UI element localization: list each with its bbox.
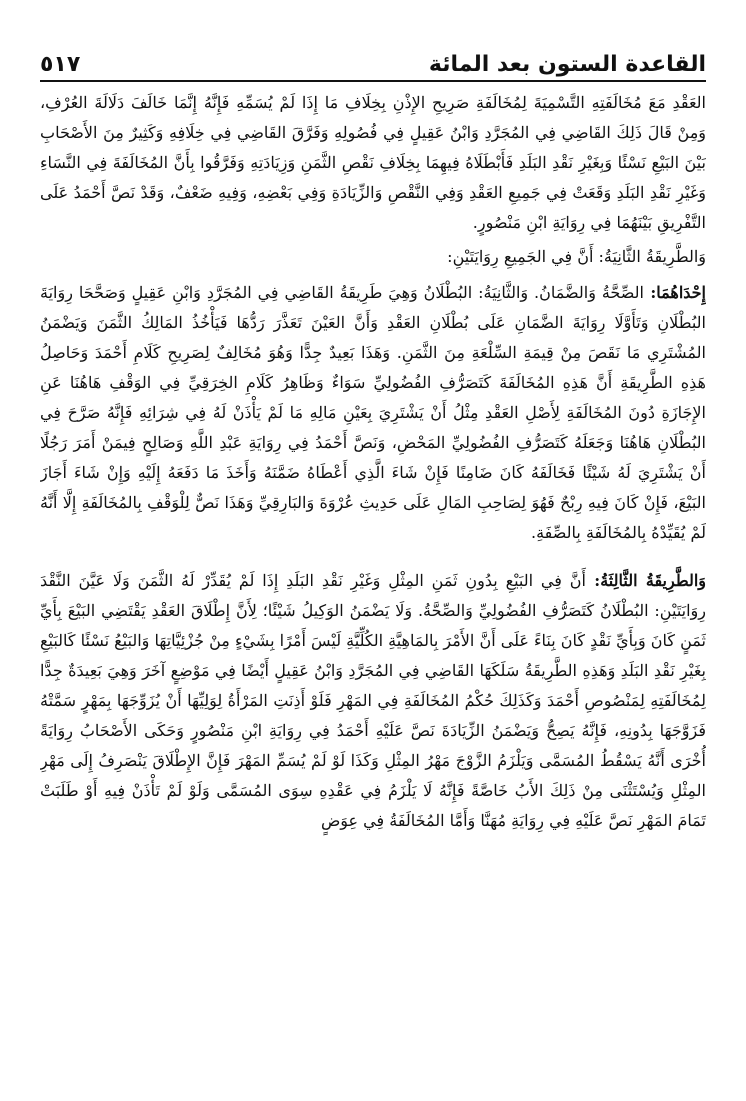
paragraph-3 <box>40 278 706 548</box>
header-divider <box>40 80 706 82</box>
paragraph-3-lead: إِحْدَاهُمَا: <box>643 283 706 302</box>
paragraph-4 <box>40 566 706 836</box>
chapter-title: القاعدة الستون بعد المائة <box>428 51 706 77</box>
paragraph-2-text: وَالطَّرِيقَةُ الثَّانِيَةُ: أَنَّ فِي الجَمِيعِ رِوَايَتَيْنِ: <box>447 247 706 266</box>
paragraph-4-lead: وَالطَّرِيقَةُ الثَّالِثَةُ: <box>585 571 706 590</box>
paragraph-1 <box>40 88 706 238</box>
page-body <box>40 88 706 1071</box>
paragraph-2 <box>40 242 706 272</box>
paragraph-1-text: العَقْدِ مَعَ مُخَالَفَتِهِ التَّسْمِيَةَ لِمُخَالَفَةِ صَرِيحِ الإِذْنِ بِخِلَافِ مَا إِذَا لَمْ يُسَمِّهِ فَإِنَّهُ إِنَّمَا خَالَفَ دَلَالَةَ العُرْفِ، وَمِنْ قَالَ ذَلِكَ القَاضِي فِي المُجَرَّدِ وَابْنُ عَقِيلٍ فِي فُصُولِهِ وَفَرَّقَ القَاضِي فِي خِلَافِهِ وَكَثِيرٌ مِنَ الأَصْحَابِ بَيْنَ البَيْعِ نَسْئًا وَبِغَيْرِ نَقْدِ البَلَدِ فَأَبْطَلَاهُ فِيهِمَا بِخِلَافِ نَقْصِ الثَّمَنِ وَزِيَادَتِهِ وَفَرَّقُوا بِأَنَّ المُخَالَفَةَ فِي النَّسَاءِ وَغَيْرِ نَقْدِ البَلَدِ وَقَعَتْ فِي جَمِيعِ العَقْدِ وَفِي النَّقْصِ وَالزِّيَادَةِ وَفِي بَعْضِهِ، وَفِيهِ ضَعْفٌ، وَقَدْ نَصَّ أَحْمَدُ عَلَى التَّفْرِيقِ بَيْنَهُمَا فِي رِوَايَةِ ابْنِ مَنْصُورٍ. <box>40 93 706 232</box>
paragraph-4-text: أَنَّ فِي البَيْعِ بِدُونِ ثَمَنِ المِثْلِ وَغَيْرِ نَقْدِ البَلَدِ إِذَا لَمْ يُقَدِّرْ لَهُ الثَّمَنَ وَلَا عَيَّنَ النَّقْدَ رِوَايَتَيْنِ: البُطْلَانُ كَتَصَرُّفِ الفُضُولِيِّ وَالصِّحَّةُ. وَلَا يَضْمَنُ الوَكِيلُ شَيْئًا؛ لِأَنَّ إِطْلَاقَ العَقْدِ يَقْتَضِي البَيْعَ بِأَيِّ ثَمَنٍ كَانَ وَبِأَيِّ نَقْدٍ كَانَ بِنَاءً عَلَى أَنَّ الأَمْرَ بِالمَاهِيَّةِ الكُلِّيَّةِ لَيْسَ أَمْرًا بِشَيْءٍ مِنْ جُزْئِيَّاتِهَا وَالبَيْعُ نَسْئًا كَالبَيْعِ بِغَيْرِ نَقْدِ البَلَدِ وَهَذِهِ الطَّرِيقَةُ سَلَكَهَا القَاضِي فِي المُجَرَّدِ وَابْنُ عَقِيلٍ أَيْضًا فِي مَوْضِعٍ آخَرَ وَهِيَ بَعِيدَةٌ جِدًّا لِمُخَالَفَتِهِ لِمَنْصُوصِ أَحْمَدَ وَكَذَلِكَ حُكْمُ المُخَالَفَةِ فِي المَهْرِ فَلَوْ أَذِنَتِ المَرْأَةُ لِوَلِيِّهَا أَنْ يُزَوِّجَهَا بِمَهْرٍ سَمَّتْهُ فَزَوَّجَهَا بِدُونِهِ، فَإِنَّهُ يَصِحُّ وَيَضْمَنُ الزِّيَادَةَ نَصَّ عَلَيْهِ أَحْمَدُ فِي رِوَايَةِ ابْنِ مَنْصُورٍ وَحَكَى الأَصْحَابُ رِوَايَةً أُخْرَى أَنَّهُ يَسْقُطُ المُسَمَّى وَيَلْزَمُ الزَّوْجَ مَهْرُ المِثْلِ وَكَذَا لَوْ لَمْ يُسَمِّ المَهْرَ فَإِنَّ الإِطْلَاقَ يَنْصَرِفُ إِلَى مَهْرِ المِثْلِ وَيُسْتَثْنَى مِنْ ذَلِكَ الأَبُ خَاصَّةً فَإِنَّهُ لَا يَلْزَمُ فِي عَقْدِهِ سِوَى المُسَمَّى وَلَوْ لَمْ تَأْذَنْ فِيهِ أَوْ طَلَبَتْ تَمَامَ المَهْرِ نَصَّ عَلَيْهِ فِي رِوَايَةِ مُهَنَّا وَأَمَّا المُخَالَفَةُ فِي عِوَضٍ <box>40 571 706 830</box>
paragraph-gap <box>40 554 706 560</box>
page-number: ٥١٧ <box>40 51 81 77</box>
running-head <box>40 38 706 78</box>
paragraph-3-text: الصِّحَّةُ وَالضَّمَانُ. وَالثَّانِيَةُ: البُطْلَانُ وَهِيَ طَرِيقَةُ القَاضِي فِي المُجَرَّدِ وَابْنِ عَقِيلٍ وَصَحَّحَا رِوَايَةَ البُطْلَانِ وَتَأَوَّلَا رِوَايَةَ الضَّمَانِ عَلَى بُطْلَانِ العَقْدِ وَأَنَّ العَيْنَ تَعَذَّرَ رَدُّهَا فَيَأْخُذُ المَالِكُ الثَّمَنَ وَيَضْمَنُ المُشْتَرِي مَا نَقَصَ مِنْ قِيمَةِ السِّلْعَةِ مِنَ الثَّمَنِ. وَهَذَا بَعِيدٌ جِدًّا وَهُوَ مُخَالِفٌ لِصَرِيحِ كَلَامِ أَحْمَدَ وَحَاصِلُ هَذِهِ الطَّرِيقَةِ أَنَّ هَذِهِ المُخَالَفَةَ كَتَصَرُّفِ الفُضُولِيِّ سَوَاءٌ وَظَاهِرُ كَلَامِ الخِرَقِيِّ فِي الوَقْفِ هَاهُنَا عَنِ الإِجَازَةِ دُونَ المُخَالَفَةِ لِأَصْلِ العَقْدِ مِثْلُ أَنْ يَشْتَرِيَ بِعَيْنِ مَالِهِ مَا لَمْ يَأْذَنْ لَهُ فِي شِرَائِهِ فَإِنَّهُ صَرَّحَ فِي البُطْلَانِ هَاهُنَا وَجَعَلَهُ كَتَصَرُّفِ الفُضُولِيِّ المَحْضِ، وَنَصَّ أَحْمَدُ فِي رِوَايَةِ عَبْدِ اللَّهِ وَصَالِحٍ فِيمَنْ أَمَرَ رَجُلًا أَنْ يَشْتَرِيَ لَهُ شَيْئًا فَخَالَفَهُ كَانَ ضَامِنًا فَإِنْ شَاءَ الَّذِي أَعْطَاهُ ضَمَّنَهُ وَأَخَذَ مَا دَفَعَهُ إِلَيْهِ وَإِنْ شَاءَ أَجَازَ البَيْعَ، فَإِنْ كَانَ فِيهِ رِبْحٌ فَهُوَ لِصَاحِبِ المَالِ عَلَى حَدِيثِ عُرْوَةَ وَالبَارِقِيِّ وَهَذَا نَصٌّ لِلْوَقْفِ بِالمُخَالَفَةِ إِلَّا أَنَّهُ لَمْ يُقَيِّدْهُ بِالمُخَالَفَةِ بِالصِّفَةِ. <box>40 283 706 542</box>
